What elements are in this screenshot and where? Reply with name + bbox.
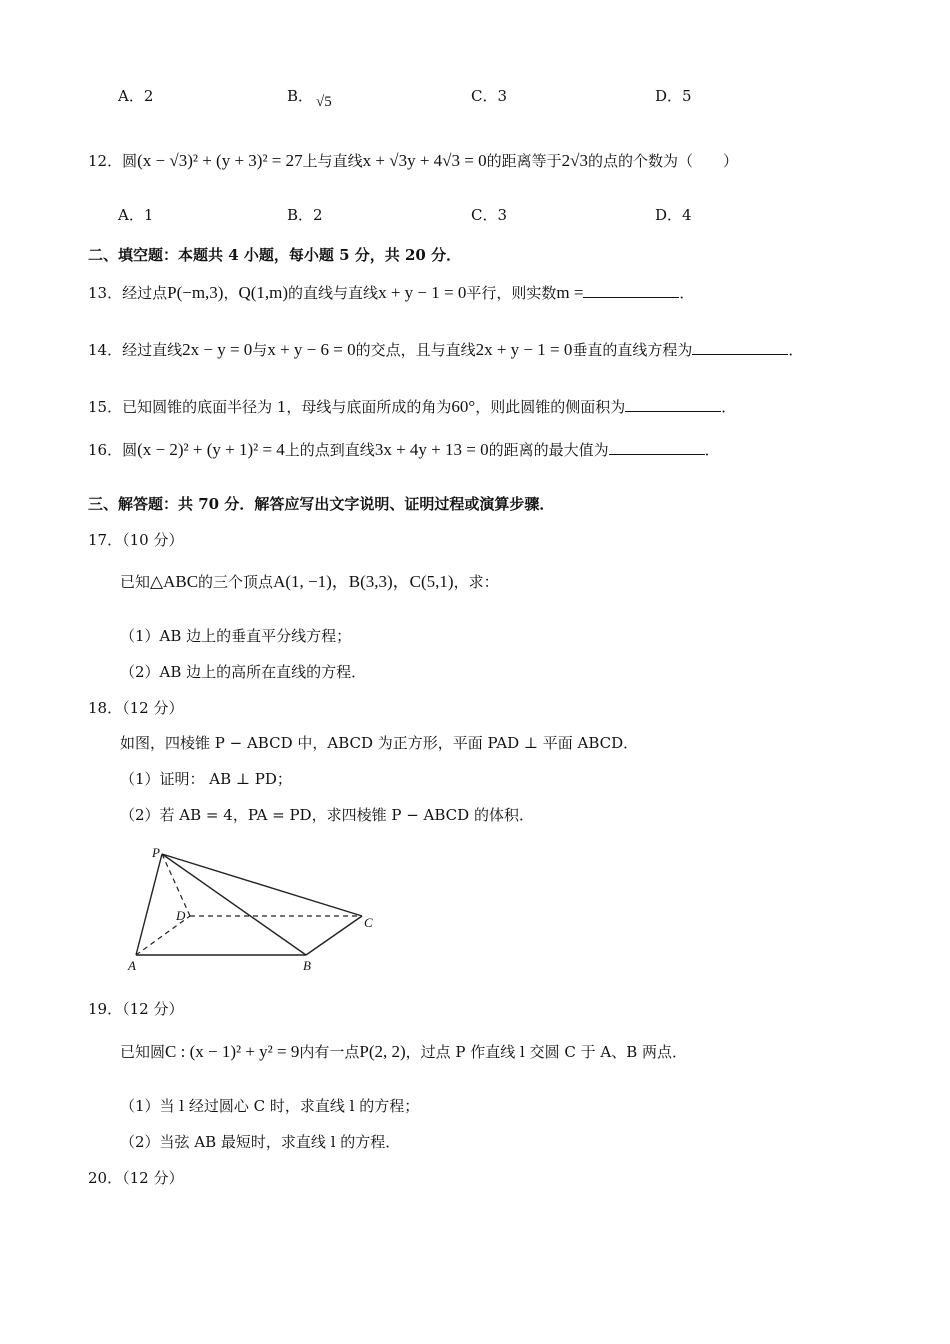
label-d: D	[176, 908, 186, 923]
q15-number: 15．	[88, 398, 123, 416]
q15-end: ．	[721, 398, 737, 416]
q17-vertices: A(1, −1)，B(3,3)，C(5,1)	[273, 572, 454, 591]
q15-text: ，则此圆锥的侧面积为	[475, 398, 626, 416]
label-b: B	[303, 958, 311, 973]
q12-option-d: D．4	[655, 206, 692, 224]
q18-stem: 如图，四棱锥 P − ABCD 中，ABCD 为正方形，平面 PAD ⊥ 平面 ABCD．	[120, 734, 639, 752]
q16-answer-blank	[609, 440, 705, 455]
q17-stem	[120, 572, 499, 592]
q19-part-2: （2）当弦 AB 最短时，求直线 l 的方程．	[120, 1133, 401, 1151]
q18-part-2: （2）若 AB = 4，PA = PD，求四棱锥 P − ABCD 的体积．	[120, 806, 534, 824]
q16-end: ．	[704, 441, 720, 459]
q11-option-b: B．	[287, 87, 314, 105]
q16-text: 上的点到直线	[284, 441, 375, 459]
q13-point-p: P(−m,3)	[167, 283, 224, 302]
q12-line-equation: x + √3y + 4√3 = 0	[362, 151, 487, 170]
q13-end: ．	[679, 284, 695, 302]
q13-text: 的直线与直线	[288, 284, 379, 302]
q19-circle-equation: C : (x − 1)² + y² = 9	[165, 1042, 300, 1061]
q17-text: 的三个顶点	[198, 573, 274, 591]
q19-part-1: （1）当 l 经过圆心 C 时，求直线 l 的方程；	[120, 1097, 420, 1115]
question-15	[88, 397, 736, 417]
q13-text: 平行，则实数	[466, 284, 557, 302]
edge-bc	[306, 916, 362, 955]
q11-option-d: D．5	[655, 87, 692, 105]
q12-text: 的点的个数为（ ）	[587, 152, 738, 170]
question-13	[88, 283, 694, 303]
q15-angle: 60°	[451, 397, 476, 416]
q14-line-3: 2x + y − 1 = 0	[475, 340, 573, 359]
q14-answer-blank	[692, 340, 788, 355]
q14-text: 与	[252, 341, 268, 359]
q18-part-1: （1）证明： AB ⊥ PD；	[120, 770, 292, 788]
q12-text: 圆	[122, 152, 138, 170]
section-2-heading: 二、填空题：本题共 4 小题，每小题 5 分，共 20 分．	[88, 246, 462, 264]
q16-circle-equation: (x − 2)² + (y + 1)² = 4	[137, 440, 285, 459]
q17-heading: 17．（10 分）	[88, 531, 184, 549]
q13-point-q: Q(1,m)	[238, 283, 289, 302]
q13-separator: ，	[223, 284, 239, 302]
q19-heading: 19．（12 分）	[88, 1000, 184, 1018]
q12-text: 上与直线	[302, 152, 363, 170]
q19-text: 已知圆	[120, 1043, 166, 1061]
q19-text: 内有一点	[299, 1043, 360, 1061]
q19-text: ，过点 P 作直线 l 交圆 C 于 A、B 两点．	[405, 1043, 688, 1061]
q17-part-1: （1）AB 边上的垂直平分线方程；	[120, 627, 352, 645]
q13-line-equation: x + y − 1 = 0	[378, 283, 467, 302]
q20-heading: 20．（12 分）	[88, 1169, 184, 1187]
q16-text: 的距离的最大值为	[488, 441, 609, 459]
q12-distance: 2√3	[561, 151, 588, 170]
q14-end: ．	[788, 341, 804, 359]
q15-answer-blank	[625, 397, 721, 412]
edge-pc	[162, 854, 362, 916]
q14-text: 垂直的直线方程为	[572, 341, 693, 359]
q12-text: 的距离等于	[486, 152, 562, 170]
q17-part-2: （2）AB 边上的高所在直线的方程．	[120, 663, 367, 681]
q13-variable: m =	[556, 283, 584, 302]
edge-pa	[136, 854, 162, 955]
q12-option-a: A．1	[118, 206, 154, 224]
q12-circle-equation: (x − √3)² + (y + 3)² = 27	[137, 151, 303, 170]
q16-text: 圆	[122, 441, 138, 459]
q12-number: 12．	[88, 152, 123, 170]
question-16	[88, 440, 720, 460]
pyramid-figure	[120, 840, 390, 980]
q14-number: 14．	[88, 341, 123, 359]
q18-heading: 18．（12 分）	[88, 699, 184, 717]
q15-text: 已知圆锥的底面半径为 1，母线与底面所成的角为	[122, 398, 452, 416]
q14-line-2: x + y − 6 = 0	[267, 340, 356, 359]
label-p: P	[152, 845, 160, 860]
q16-number: 16．	[88, 441, 123, 459]
q11-option-a: A．2	[118, 87, 154, 105]
section-3-heading: 三、解答题：共 70 分．解答应写出文字说明、证明过程或演算步骤．	[88, 495, 555, 513]
q13-answer-blank	[583, 283, 679, 298]
q16-line-equation: 3x + 4y + 13 = 0	[374, 440, 489, 459]
q14-text: 的交点，且与直线	[355, 341, 476, 359]
q19-stem	[120, 1042, 687, 1062]
label-a: A	[128, 958, 136, 973]
q14-text: 经过直线	[122, 341, 183, 359]
q14-line-1: 2x − y = 0	[182, 340, 253, 359]
q17-text: 已知	[120, 573, 151, 591]
q12-option-c: C．3	[471, 206, 508, 224]
label-c: C	[364, 915, 373, 930]
q17-triangle: △ABC	[150, 572, 199, 591]
q13-number: 13．	[88, 284, 123, 302]
question-14	[88, 340, 803, 360]
q11-option-c: C．3	[471, 87, 508, 105]
q19-point: P(2, 2)	[359, 1042, 406, 1061]
q12-option-b: B．2	[287, 206, 323, 224]
q11-option-b-value: √5	[316, 94, 332, 110]
question-12	[88, 151, 738, 171]
q13-text: 经过点	[122, 284, 168, 302]
edge-pb	[162, 854, 306, 955]
q17-text: ，求：	[453, 573, 499, 591]
